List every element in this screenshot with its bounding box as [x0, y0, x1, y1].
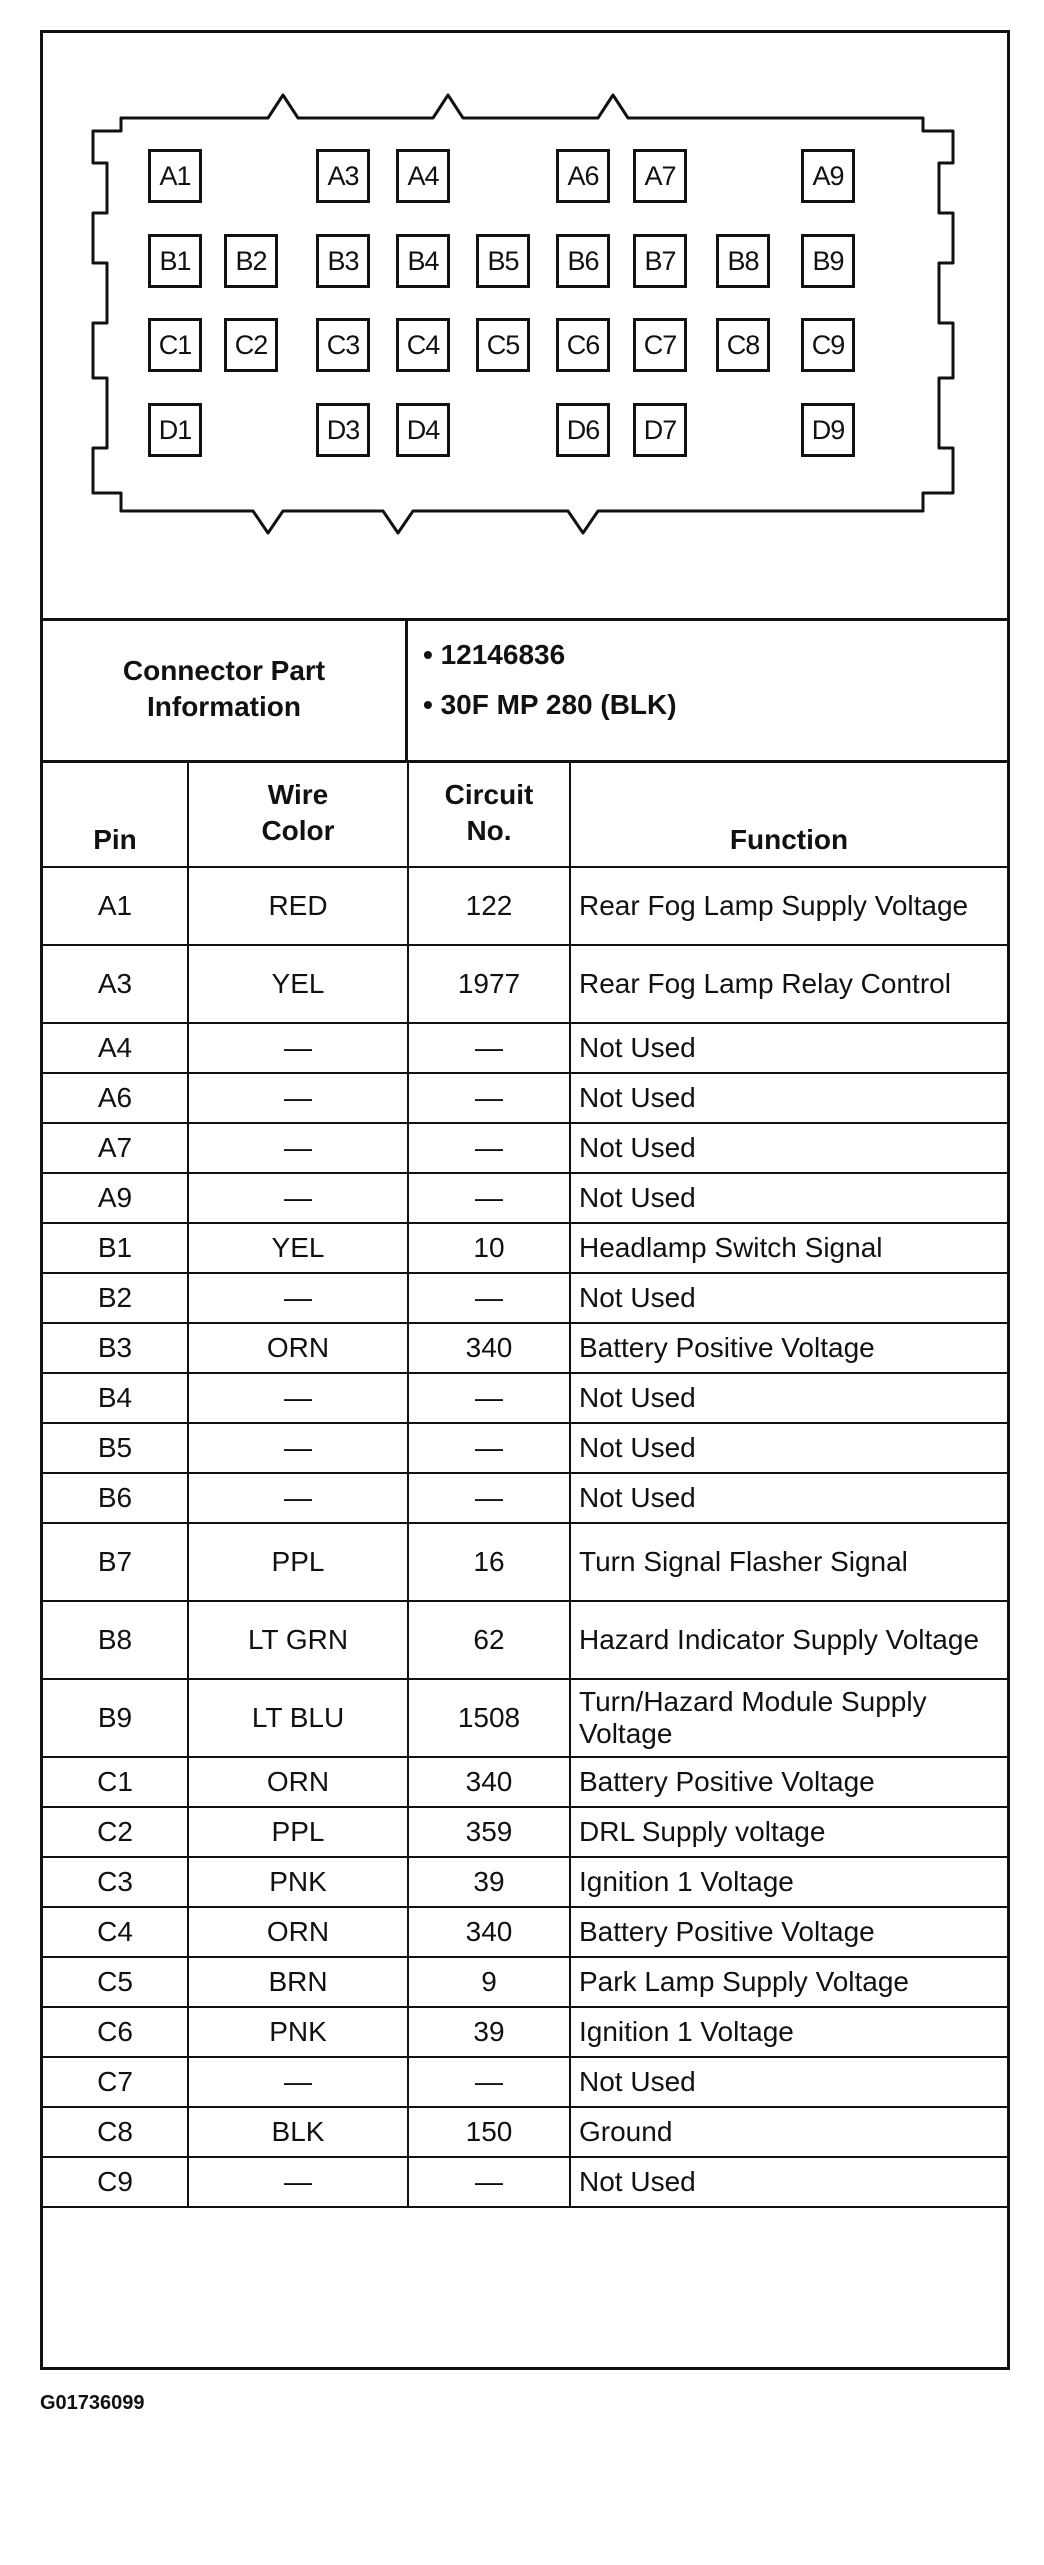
table-row	[43, 1073, 1007, 1123]
circuit-cell: 16	[408, 1523, 570, 1601]
wire-color-cell: YEL	[188, 945, 408, 1023]
table-row	[43, 1223, 1007, 1273]
pin-box-c5: C5	[476, 318, 530, 372]
pin-box-b3: B3	[316, 234, 370, 288]
circuit-cell: —	[408, 2157, 570, 2207]
wire-color-cell: ORN	[188, 1757, 408, 1807]
pin-cell: B1	[43, 1223, 188, 1273]
table-row	[43, 1473, 1007, 1523]
pin-box-c4: C4	[396, 318, 450, 372]
header-circuit-no	[408, 760, 570, 867]
circuit-cell: 150	[408, 2107, 570, 2157]
function-cell: Turn Signal Flasher Signal	[570, 1523, 1007, 1601]
function-cell: Headlamp Switch Signal	[570, 1223, 1007, 1273]
pin-box-c2: C2	[224, 318, 278, 372]
connector-face-diagram	[43, 33, 1007, 621]
wire-color-cell: BLK	[188, 2107, 408, 2157]
pin-box-d4: D4	[396, 403, 450, 457]
pin-cell: A6	[43, 1073, 188, 1123]
function-cell: Not Used	[570, 1373, 1007, 1423]
wire-color-cell: LT GRN	[188, 1601, 408, 1679]
circuit-cell: 359	[408, 1807, 570, 1857]
connector-part-label-line1: Connector Part	[122, 655, 326, 686]
circuit-cell: —	[408, 1123, 570, 1173]
wire-color-cell: ORN	[188, 1323, 408, 1373]
table-row	[43, 945, 1007, 1023]
function-cell: Battery Positive Voltage	[570, 1907, 1007, 1957]
wire-color-cell: PPL	[188, 1523, 408, 1601]
function-cell: Battery Positive Voltage	[570, 1323, 1007, 1373]
pin-table	[43, 760, 1007, 2208]
pin-box-b2: B2	[224, 234, 278, 288]
wire-color-cell: —	[188, 1423, 408, 1473]
pin-cell: B4	[43, 1373, 188, 1423]
function-cell: Rear Fog Lamp Supply Voltage	[570, 867, 1007, 945]
connector-part-label	[43, 618, 408, 760]
table-row	[43, 1523, 1007, 1601]
pin-box-a6: A6	[556, 149, 610, 203]
table-row	[43, 1323, 1007, 1373]
pin-box-b7: B7	[633, 234, 687, 288]
wire-color-cell: RED	[188, 867, 408, 945]
circuit-cell: 39	[408, 1857, 570, 1907]
pin-box-c1: C1	[148, 318, 202, 372]
table-row	[43, 1273, 1007, 1323]
pin-box-a4: A4	[396, 149, 450, 203]
function-cell: Turn/Hazard Module Supply Voltage	[570, 1679, 1007, 1757]
table-row	[43, 1857, 1007, 1907]
wire-color-cell: ORN	[188, 1907, 408, 1957]
function-cell: Ignition 1 Voltage	[570, 2007, 1007, 2057]
function-cell: Park Lamp Supply Voltage	[570, 1957, 1007, 2007]
wire-color-cell: —	[188, 1073, 408, 1123]
pin-box-b4: B4	[396, 234, 450, 288]
pin-box-d1: D1	[148, 403, 202, 457]
pin-cell: C6	[43, 2007, 188, 2057]
wire-color-cell: —	[188, 1273, 408, 1323]
pin-cell: B3	[43, 1323, 188, 1373]
function-cell: Not Used	[570, 1273, 1007, 1323]
pin-cell: C4	[43, 1907, 188, 1957]
function-cell: DRL Supply voltage	[570, 1807, 1007, 1857]
wire-color-cell: —	[188, 1473, 408, 1523]
function-cell: Ignition 1 Voltage	[570, 1857, 1007, 1907]
wire-color-cell: —	[188, 2157, 408, 2207]
circuit-cell: —	[408, 1073, 570, 1123]
wire-color-cell: —	[188, 1373, 408, 1423]
pin-box-d9: D9	[801, 403, 855, 457]
pin-box-c7: C7	[633, 318, 687, 372]
pin-box-c3: C3	[316, 318, 370, 372]
function-cell: Rear Fog Lamp Relay Control	[570, 945, 1007, 1023]
circuit-cell: 340	[408, 1907, 570, 1957]
pin-cell: A4	[43, 1023, 188, 1073]
wire-color-cell: PPL	[188, 1807, 408, 1857]
table-row	[43, 1023, 1007, 1073]
header-circuit-text: Circuit No.	[444, 779, 534, 846]
pin-box-d6: D6	[556, 403, 610, 457]
pin-cell: B8	[43, 1601, 188, 1679]
table-row	[43, 1679, 1007, 1757]
function-cell: Not Used	[570, 1073, 1007, 1123]
table-row	[43, 1173, 1007, 1223]
circuit-cell: —	[408, 1023, 570, 1073]
function-cell: Not Used	[570, 1123, 1007, 1173]
pin-cell: C9	[43, 2157, 188, 2207]
pin-cell: B9	[43, 1679, 188, 1757]
function-cell: Not Used	[570, 2057, 1007, 2107]
table-row	[43, 1123, 1007, 1173]
wire-color-cell: LT BLU	[188, 1679, 408, 1757]
wire-color-cell: —	[188, 1023, 408, 1073]
circuit-cell: 1508	[408, 1679, 570, 1757]
circuit-cell: 39	[408, 2007, 570, 2057]
pin-box-d7: D7	[633, 403, 687, 457]
circuit-cell: 9	[408, 1957, 570, 2007]
pin-cell: C8	[43, 2107, 188, 2157]
function-cell: Hazard Indicator Supply Voltage	[570, 1601, 1007, 1679]
circuit-cell: 122	[408, 867, 570, 945]
pin-cell: B5	[43, 1423, 188, 1473]
wire-color-cell: YEL	[188, 1223, 408, 1273]
function-cell: Not Used	[570, 1023, 1007, 1073]
pin-box-b1: B1	[148, 234, 202, 288]
wire-color-cell: BRN	[188, 1957, 408, 2007]
connector-part-numbers	[423, 630, 677, 730]
circuit-cell: —	[408, 1373, 570, 1423]
pin-box-c8: C8	[716, 318, 770, 372]
table-row	[43, 1807, 1007, 1857]
pin-box-a7: A7	[633, 149, 687, 203]
header-pin: Pin	[43, 760, 188, 867]
function-cell: Not Used	[570, 1173, 1007, 1223]
function-cell: Not Used	[570, 2157, 1007, 2207]
pin-table-header	[43, 760, 1007, 867]
circuit-cell: 1977	[408, 945, 570, 1023]
figure-code: G01736099	[40, 2392, 145, 2414]
wire-color-cell: —	[188, 1123, 408, 1173]
wire-color-cell: —	[188, 1173, 408, 1223]
table-row	[43, 2107, 1007, 2157]
pin-box-b6: B6	[556, 234, 610, 288]
header-function: Function	[570, 760, 1007, 867]
circuit-cell: —	[408, 1473, 570, 1523]
part-number: • 12146836	[423, 639, 566, 670]
table-row	[43, 1757, 1007, 1807]
pin-cell: A1	[43, 867, 188, 945]
connector-part-label-line2: Information	[147, 691, 301, 722]
header-wire-color-text: Wire Color	[261, 779, 335, 846]
circuit-cell: —	[408, 1273, 570, 1323]
circuit-cell: —	[408, 2057, 570, 2107]
pin-table-body	[43, 867, 1007, 2207]
table-row	[43, 2057, 1007, 2107]
table-row	[43, 867, 1007, 945]
connector-sheet	[40, 30, 1010, 2370]
pin-box-b8: B8	[716, 234, 770, 288]
pin-cell: C3	[43, 1857, 188, 1907]
function-cell: Battery Positive Voltage	[570, 1757, 1007, 1807]
pin-box-c6: C6	[556, 318, 610, 372]
pin-cell: B2	[43, 1273, 188, 1323]
pin-box-a3: A3	[316, 149, 370, 203]
pin-box-b9: B9	[801, 234, 855, 288]
pin-cell: A7	[43, 1123, 188, 1173]
pin-cell: B7	[43, 1523, 188, 1601]
function-cell: Not Used	[570, 1473, 1007, 1523]
connector-part-information	[43, 618, 1007, 763]
pin-box-a1: A1	[148, 149, 202, 203]
circuit-cell: 340	[408, 1757, 570, 1807]
table-row	[43, 1601, 1007, 1679]
pin-cell: C1	[43, 1757, 188, 1807]
pin-box-b5: B5	[476, 234, 530, 288]
wire-color-cell: —	[188, 2057, 408, 2107]
circuit-cell: —	[408, 1173, 570, 1223]
circuit-cell: —	[408, 1423, 570, 1473]
circuit-cell: 10	[408, 1223, 570, 1273]
pin-cell: A9	[43, 1173, 188, 1223]
pin-cell: A3	[43, 945, 188, 1023]
pin-cell: C2	[43, 1807, 188, 1857]
header-wire-color	[188, 760, 408, 867]
part-description: • 30F MP 280 (BLK)	[423, 689, 677, 720]
pin-cell: C5	[43, 1957, 188, 2007]
function-cell: Not Used	[570, 1423, 1007, 1473]
table-row	[43, 2007, 1007, 2057]
pin-cell: B6	[43, 1473, 188, 1523]
function-cell: Ground	[570, 2107, 1007, 2157]
table-row	[43, 1423, 1007, 1473]
pin-cell: C7	[43, 2057, 188, 2107]
table-row	[43, 2157, 1007, 2207]
pin-box-d3: D3	[316, 403, 370, 457]
circuit-cell: 62	[408, 1601, 570, 1679]
table-row	[43, 1373, 1007, 1423]
table-row	[43, 1907, 1007, 1957]
wire-color-cell: PNK	[188, 1857, 408, 1907]
circuit-cell: 340	[408, 1323, 570, 1373]
pin-box-a9: A9	[801, 149, 855, 203]
table-row	[43, 1957, 1007, 2007]
pin-box-c9: C9	[801, 318, 855, 372]
wire-color-cell: PNK	[188, 2007, 408, 2057]
